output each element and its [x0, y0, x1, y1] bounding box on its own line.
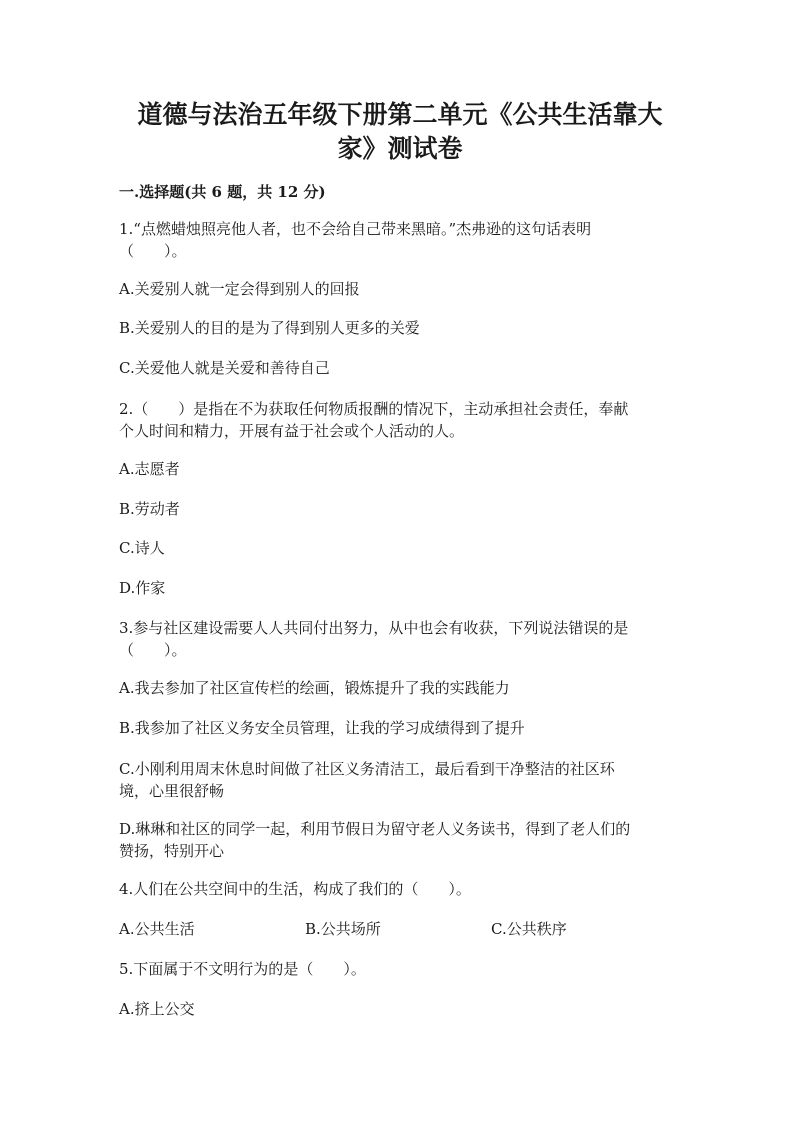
section-heading: 一.选择题(共 6 题，共 12 分): [119, 183, 326, 201]
title-line-1: 道德与法治五年级下册第二单元《公共生活靠大: [137, 100, 663, 129]
question-3-option-d-line-2: 赞扬，特别开心: [119, 842, 225, 860]
question-2-option-a: A.志愿者: [119, 460, 180, 478]
question-3-option-d-line-1: D.琳琳和社区的同学一起，利用节假日为留守老人义务读书，得到了老人们的: [119, 820, 631, 838]
question-3-option-c-line-2: 境，心里很舒畅: [119, 782, 225, 800]
question-3-line-1: 3.参与社区建设需要人人共同付出努力，从中也会有收获，下列说法错误的是: [119, 619, 629, 637]
question-4-option-b: B.公共场所: [305, 920, 381, 938]
question-4-option-a: A.公共生活: [119, 920, 195, 938]
question-3-line-2: （ ）。: [119, 641, 187, 659]
question-3-option-a: A.我去参加了社区宣传栏的绘画，锻炼提升了我的实践能力: [119, 679, 510, 697]
question-2-line-2: 个人时间和精力，开展有益于社会或个人活动的人。: [119, 422, 465, 440]
question-1-option-c: C.关爱他人就是关爱和善待自己: [119, 359, 330, 377]
question-4-line-1: 4.人们在公共空间中的生活，构成了我们的（ ）。: [119, 880, 471, 898]
question-1-line-2: （ ）。: [119, 242, 187, 260]
question-3-option-c-line-1: C.小刚利用周末休息时间做了社区义务清洁工，最后看到干净整洁的社区环: [119, 760, 615, 778]
question-2-option-b: B.劳动者: [119, 500, 180, 518]
question-1-option-b: B.关爱别人的目的是为了得到别人更多的关爱: [119, 319, 420, 337]
title-line-2: 家》测试卷: [337, 134, 463, 163]
question-5-option-a: A.挤上公交: [119, 1000, 195, 1018]
question-3-option-b: B.我参加了社区义务安全员管理，让我的学习成绩得到了提升: [119, 719, 525, 737]
question-1-option-a: A.关爱别人就一定会得到别人的回报: [119, 280, 360, 298]
page-title: [100, 98, 700, 166]
question-2-line-1: 2.（ ）是指在不为获取任何物质报酬的情况下，主动承担社会责任，奉献: [119, 400, 629, 418]
question-5-line-1: 5.下面属于不文明行为的是（ ）。: [119, 960, 366, 978]
question-2-option-d: D.作家: [119, 579, 166, 597]
question-4-option-c: C.公共秩序: [491, 920, 567, 938]
question-2-option-c: C.诗人: [119, 539, 165, 557]
question-1-line-1: 1.“点燃蜡烛照亮他人者，也不会给自己带来黑暗。”杰弗逊的这句话表明: [119, 220, 592, 238]
